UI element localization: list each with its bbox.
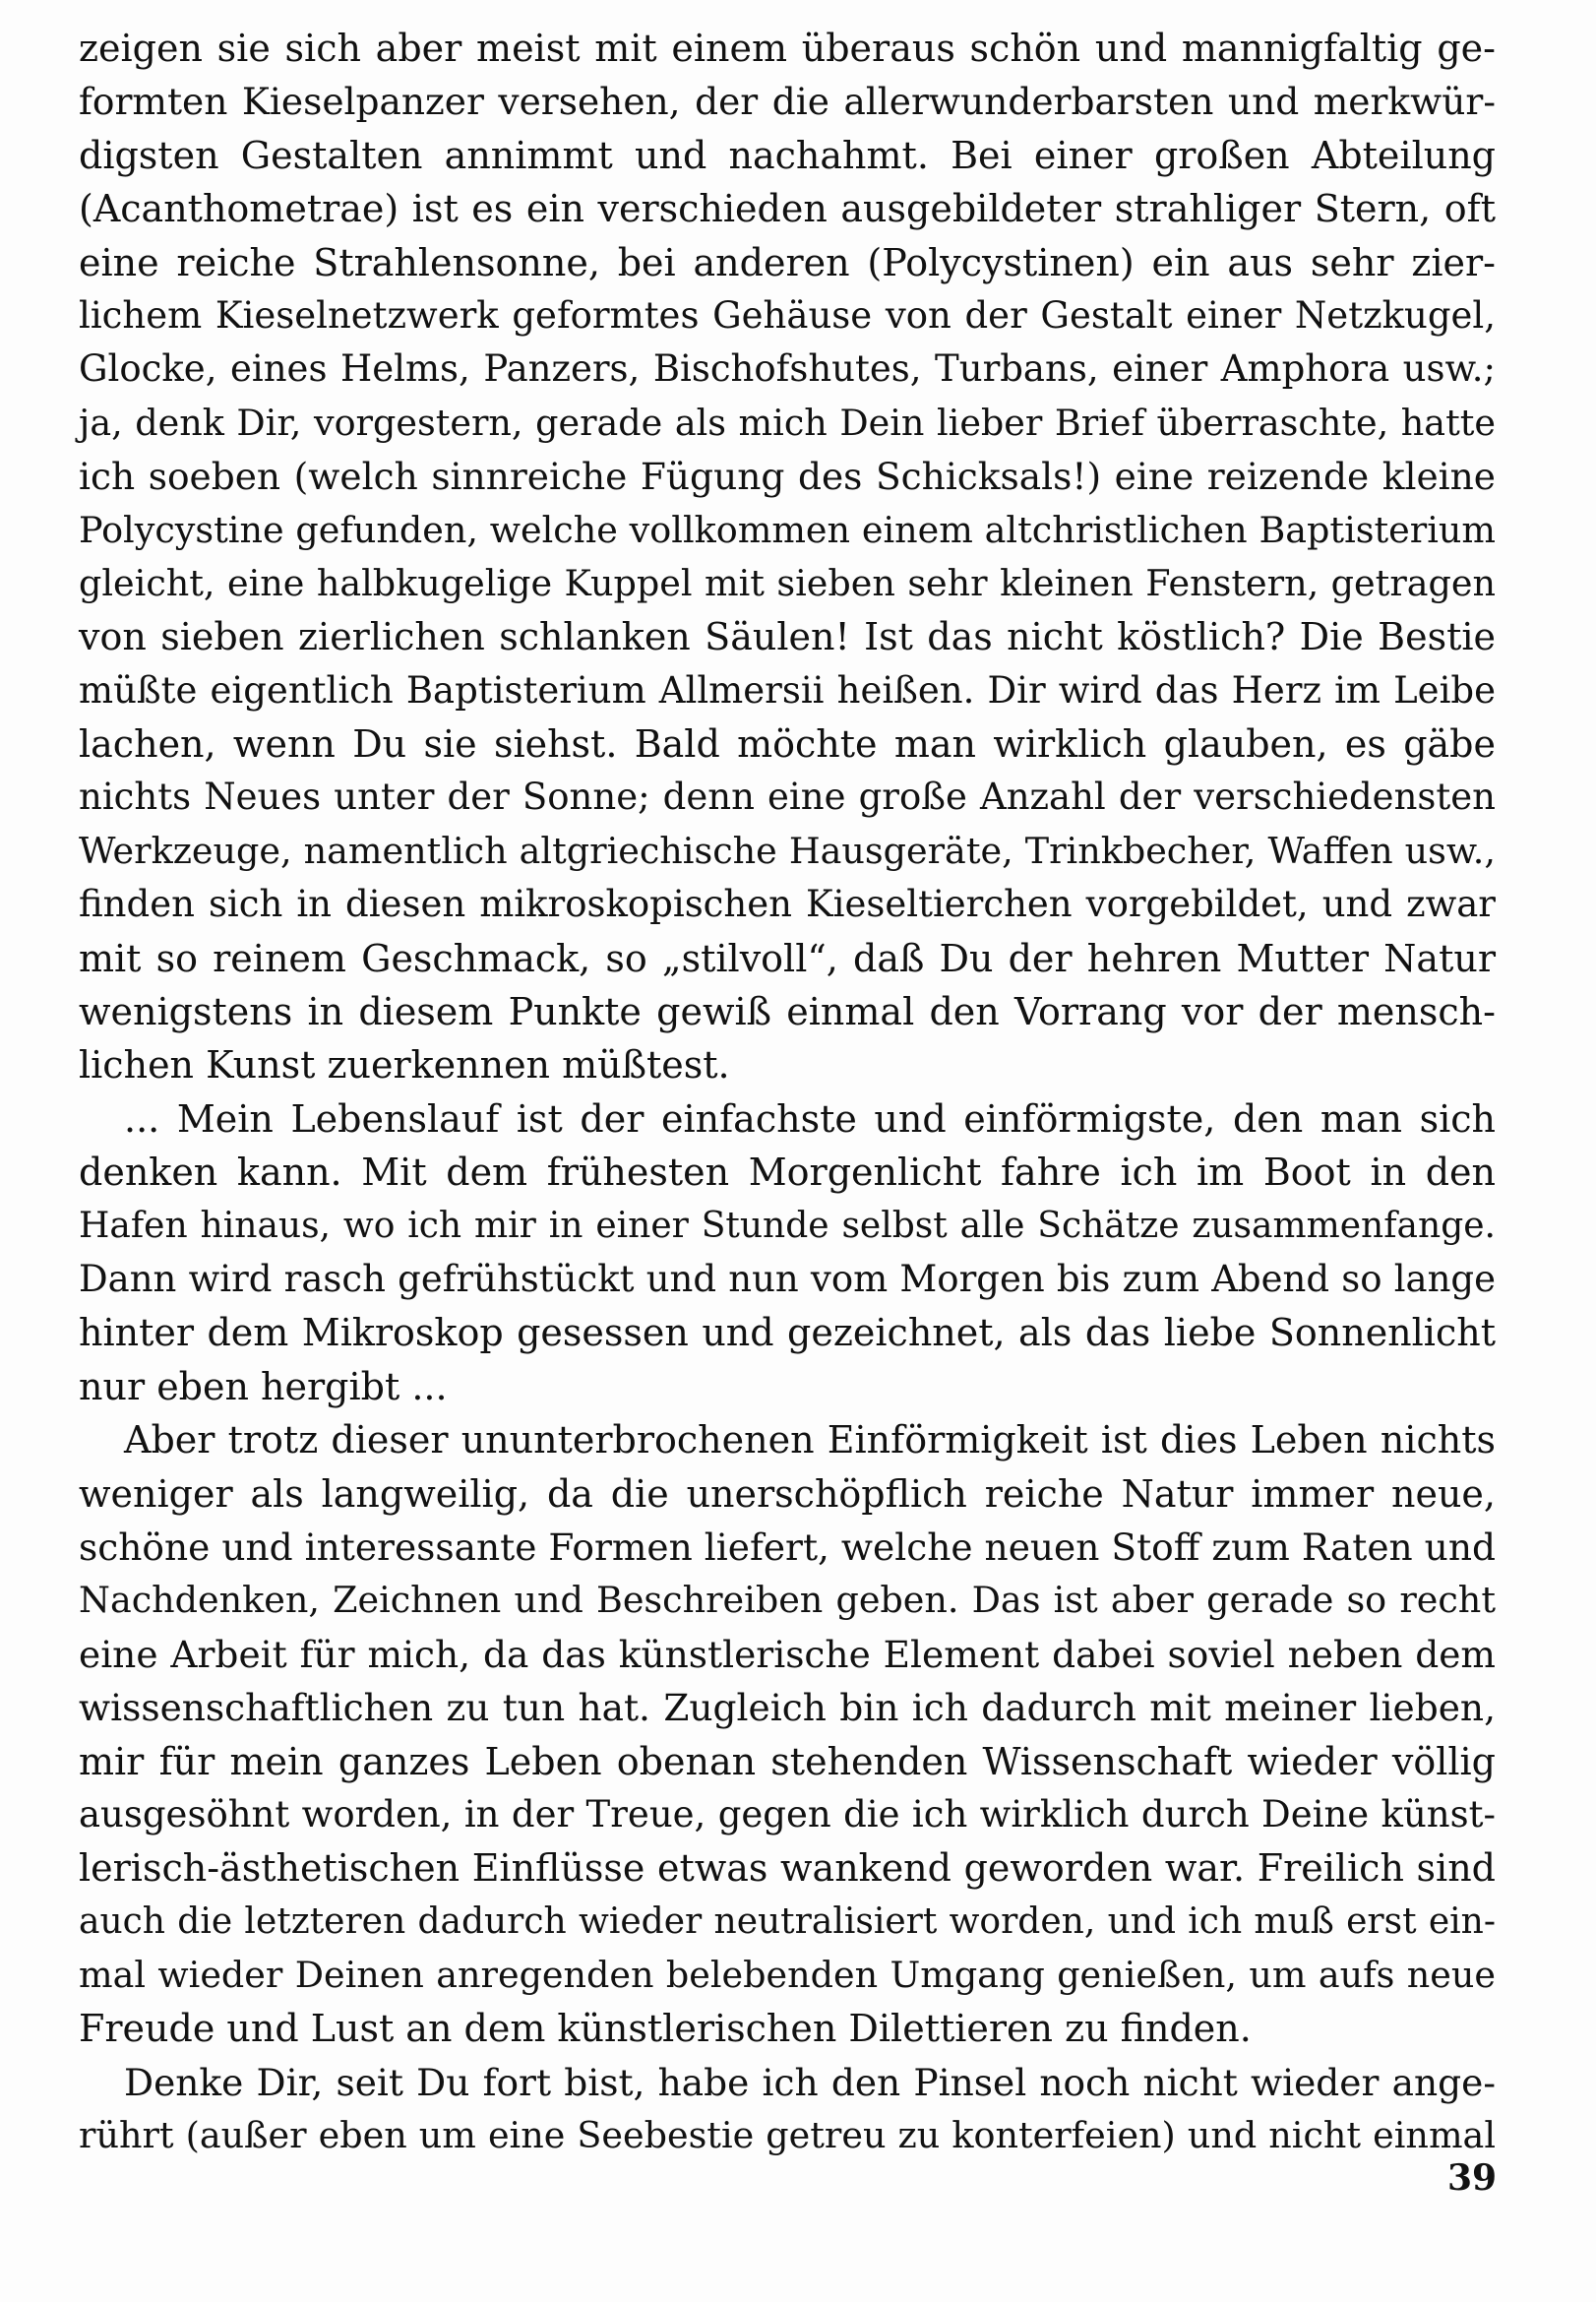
text-line: mir für mein ganzes Leben obenan stehenden Wissenschaft wieder völlig	[79, 1739, 1496, 1783]
text-line: wenigstens in diesem Punkte gewiß einmal den Vorrang vor der mensch-	[79, 990, 1496, 1034]
text-line: ja, denk Dir, vorgestern, gerade als mich Dein lieber Brief überraschte, hatte	[79, 401, 1496, 444]
text-line: Glocke, eines Helms, Panzers, Bischofshutes, Turbans, einer Amphora usw.;	[79, 347, 1496, 391]
text-line: (Acanthometrae) ist es ein verschieden ausgebildeter strahliger Stern, oft	[79, 187, 1496, 231]
text-line: auch die letzteren dadurch wieder neutralisiert worden, und ich muß erst ein-	[79, 1900, 1496, 1942]
text-line: zeigen sie sich aber meist mit einem überaus schön und mannigfaltig ge-	[79, 27, 1496, 70]
text-line: lichen Kunst zuerkennen müßtest.	[79, 1043, 730, 1088]
text-line: gleicht, eine halbkugelige Kuppel mit sieben sehr kleinen Fenstern, getragen	[79, 561, 1496, 604]
text-line: mal wieder Deinen anregenden belebenden Umgang genießen, um aufs neue	[79, 1954, 1496, 1997]
text-line: weniger als langweilig, da die unerschöpflich reiche Natur immer neue,	[79, 1471, 1496, 1516]
text-line: Werkzeuge, namentlich altgriechische Hausgeräte, Trinkbecher, Waffen usw.,	[79, 829, 1496, 872]
text-line: hinter dem Mikroskop gesessen und gezeichnet, als das liebe Sonnenlicht	[79, 1311, 1496, 1355]
text-line: nichts Neues unter der Sonne; denn eine große Anzahl der verschiedensten	[79, 776, 1496, 819]
text-line: Denke Dir, seit Du fort bist, habe ich den Pinsel noch nicht wieder ange-	[124, 2060, 1496, 2104]
page-number: 39	[1447, 2157, 1498, 2199]
text-line: eine Arbeit für mich, da das künstlerische Element dabei soviel neben dem	[79, 1632, 1496, 1676]
text-line: von sieben zierlichen schlanken Säulen! Ist das nicht köstlich? Die Bestie	[79, 615, 1496, 659]
text-line: ich soeben (welch sinnreiche Fügung des Schicksals!) eine reizende kleine	[79, 455, 1496, 499]
text-line: ausgesöhnt worden, in der Treue, gegen die ich wirklich durch Deine künst-	[79, 1792, 1496, 1835]
text-line: formten Kieselpanzer versehen, der die allerwunderbarsten und merkwür-	[79, 80, 1496, 124]
text-line: eine reiche Strahlensonne, bei anderen (Polycystinen) ein aus sehr zier-	[79, 240, 1496, 284]
text-line: finden sich in diesen mikroskopischen Kieseltierchen vorgebildet, und zwar	[79, 883, 1496, 926]
text-line: Dann wird rasch gefrühstückt und nun vom Morgen bis zum Abend so lange	[79, 1257, 1496, 1300]
text-line: lachen, wenn Du sie siehst. Bald möchte man wirklich glauben, es gäbe	[79, 722, 1496, 767]
body-text	[79, 22, 1496, 2163]
text-line: Aber trotz dieser ununterbrochenen Einförmigkeit ist dies Leben nichts	[124, 1418, 1496, 1462]
text-line: müßte eigentlich Baptisterium Allmersii heißen. Dir wird das Herz im Leibe	[79, 668, 1496, 712]
text-line: mit so reinem Geschmack, so „stilvoll“, daß Du der hehren Mutter Natur	[79, 936, 1496, 980]
text-line: schöne und interessante Formen liefert, welche neuen Stoff zum Raten und	[79, 1524, 1496, 1569]
text-line: Nachdenken, Zeichnen und Beschreiben geben. Das ist aber gerade so recht	[79, 1579, 1496, 1622]
text-line: denken kann. Mit dem frühesten Morgenlicht fahre ich im Boot in den	[79, 1151, 1496, 1195]
text-line: wissenschaftlichen zu tun hat. Zugleich bin ich dadurch mit meiner lieben,	[79, 1686, 1496, 1730]
text-line: lerisch-ästhetischen Einflüsse etwas wankend geworden war. Freilich sind	[79, 1846, 1496, 1891]
text-line: lichem Kieselnetzwerk geformtes Gehäuse von der Gestalt einer Netzkugel,	[79, 293, 1496, 337]
text-line: Hafen hinaus, wo ich mir in einer Stunde selbst alle Schätze zusammenfange.	[79, 1205, 1496, 1246]
text-line: Polycystine gefunden, welche vollkommen einem altchristlichen Baptisterium	[79, 508, 1496, 551]
text-line: ... Mein Lebenslauf ist der einfachste und einförmigste, den man sich	[124, 1096, 1496, 1141]
text-line: Freude und Lust an dem künstlerischen Dilettieren zu finden.	[79, 2007, 1252, 2051]
text-line: rührt (außer eben um eine Seebestie getreu zu konterfeien) und nicht einmal	[79, 2114, 1496, 2157]
text-line: digsten Gestalten annimmt und nachahmt. Bei einer großen Abteilung	[79, 133, 1496, 177]
text-line: nur eben hergibt ...	[79, 1364, 448, 1408]
